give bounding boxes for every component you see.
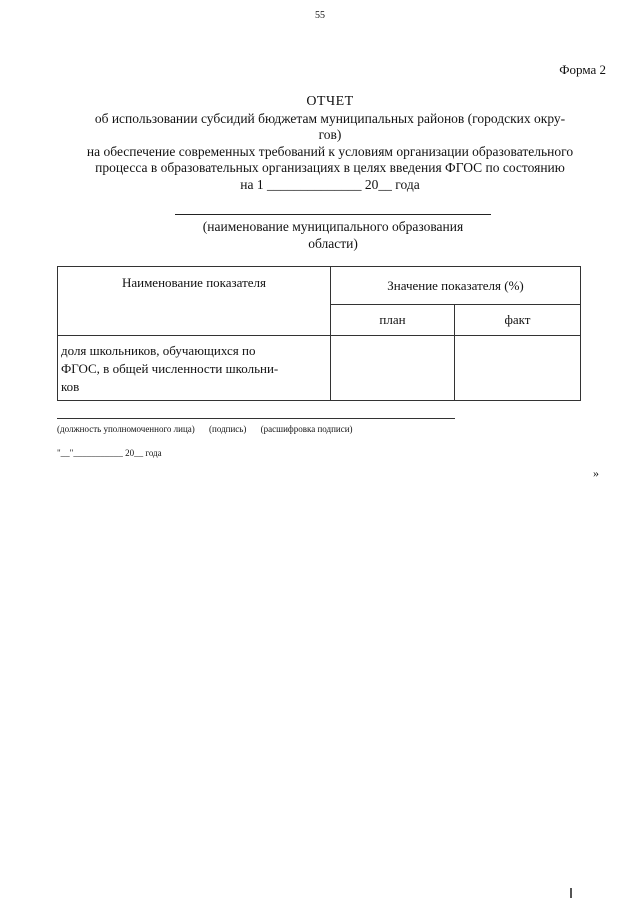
signature-line [57,418,455,419]
report-heading: ОТЧЕТ [306,94,354,109]
report-title-line-1: об использовании субсидий бюджетам муниципальных районов (городских окру- [94,110,566,126]
municipality-name-line [175,214,491,215]
form-label: Форма 2 [559,62,606,77]
closing-quote: » [593,466,599,480]
report-title-line-2: гов) [318,127,342,142]
header-fact: факт [454,305,580,336]
page-number: 55 [315,10,325,21]
table-row [58,336,581,401]
indicator-name-line-1: доля школьников, обучающихся по [61,343,256,358]
header-indicator-value: Значение показателя (%) [330,267,580,305]
fact-value-cell[interactable] [454,336,580,401]
signature-caption: (подпись) [209,424,247,434]
municipality-caption-line-1: (наименование муниципального образования [202,219,464,234]
report-title-block [40,94,620,193]
header-indicator-name: Наименование показателя [58,267,331,336]
report-title-line-4: процесса в образовательных организациях в целях введения ФГОС по состоянию [95,160,565,175]
indicator-name-line-2: ФГОС, в общей численности школьни- [61,361,279,376]
scan-edge-mark [570,888,572,898]
indicator-name-cell [58,336,331,401]
report-title-line-3: на обеспечение современных требований к условиям организации образовательного [86,143,574,159]
header-plan: план [330,305,454,336]
indicators-table [57,266,581,401]
report-date-line: на 1 ______________ 20__ года [240,176,420,192]
signature-captions [57,424,365,434]
signing-date-line: "__"___________ 20__ года [57,448,162,458]
decoding-caption: (расшифровка подписи) [260,424,353,434]
plan-value-cell[interactable] [330,336,454,401]
position-caption: (должность уполномоченного лица) [57,424,195,434]
table-header-row [58,267,581,305]
municipality-name-caption [165,218,501,252]
indicator-name-line-3: ков [61,379,80,394]
municipality-caption-line-2: области) [308,236,358,251]
